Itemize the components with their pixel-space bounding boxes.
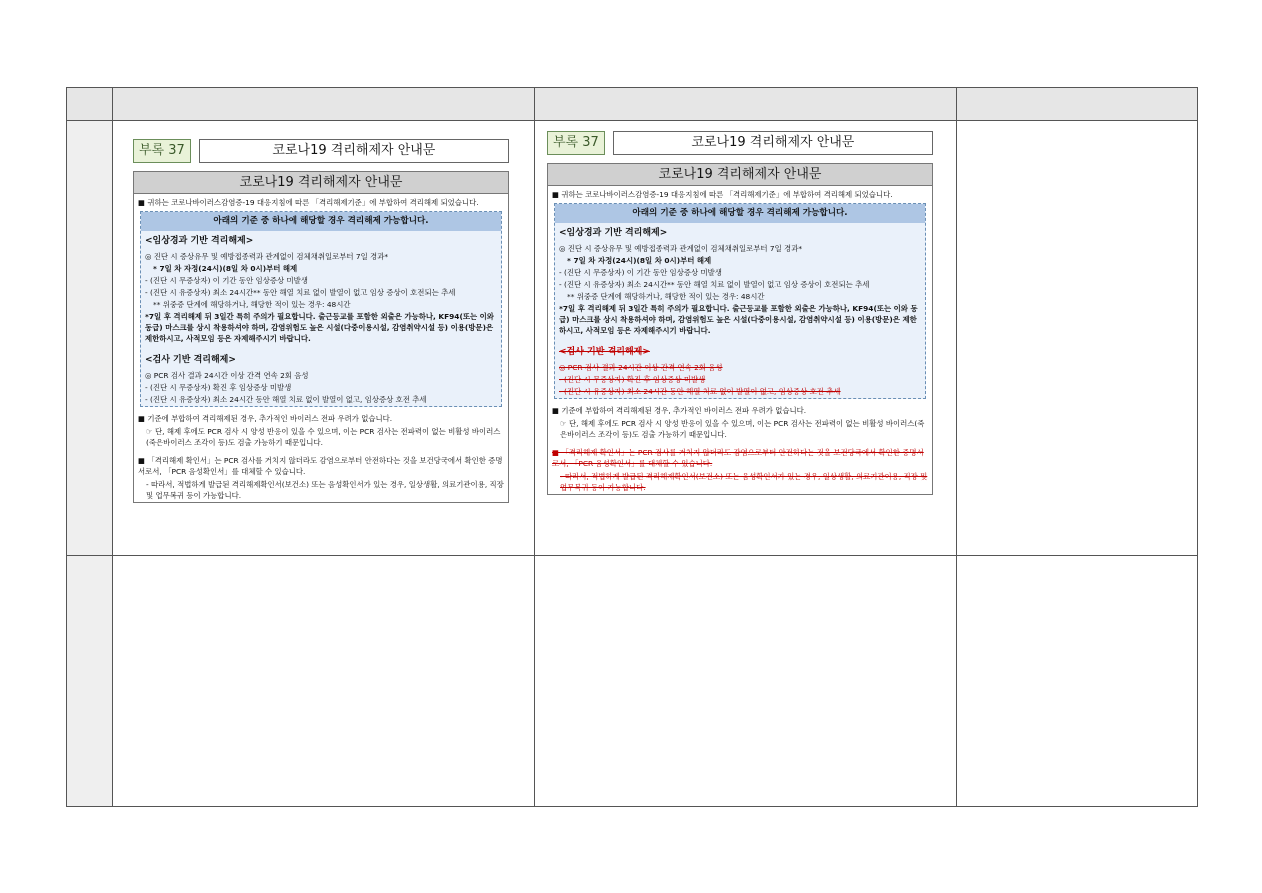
notice-intro: ■ 귀하는 코로나바이러스감염증-19 대응지침에 따른 「격리해제기준」에 부합하여 격리해제 되었습니다. [138, 198, 479, 207]
notice-title: 코로나19 격리해제자 안내문 [134, 172, 508, 195]
clinical-line: ** 위중증 단계에 해당하거나, 해당한 적이 있는 경우: 48시간 [567, 291, 765, 301]
comparison-table [66, 87, 1198, 807]
table-row [67, 556, 1198, 807]
header-cell-index [67, 88, 113, 121]
clinical-line: - (진단 시 무증상자) 이 기간 동안 임상증상 미발생 [559, 267, 722, 277]
table-header-row [67, 88, 1198, 121]
note-2: ■ 「격리해제 확인서」는 PCR 검사를 거치지 않더라도 감염으로부터 안전하다는 것을 보건당국에서 확인한 증명서로서, 「PCR 음성확인서」를 대체할 수 있습니다. [138, 455, 503, 476]
notice-title: 코로나19 격리해제자 안내문 [548, 164, 932, 187]
clinical-line: ◎ 진단 시 증상유무 및 예방접종력과 관계없이 검체채취일로부터 7일 경과* [145, 251, 389, 261]
clinical-line: - (진단 시 유증상자) 최소 24시간** 동안 해열 치료 없이 발열이 없고 임상 증상이 호전되는 추세 [145, 287, 456, 297]
criteria-header: 아래의 기준 중 하나에 해당할 경우 격리해제 가능합니다. [555, 204, 925, 223]
note-cell-empty [957, 556, 1198, 807]
clinical-line: * 7일 차 자정(24시)(8일 차 0시)부터 해제 [153, 263, 298, 273]
clinical-line: - (진단 시 유증상자) 최소 24시간** 동안 해열 치료 없이 발열이 없고 임상 증상이 호전되는 추세 [559, 279, 870, 289]
clinical-bold-note: *7일 후 격리해제 뒤 3일간 특히 주의가 필요합니다. 출근등교를 포함한 외출은 가능하나, KF94(또는 이와 동급) 마스크를 상시 착용하셔야 하며, 감염위험도 높은 시설(다중이용시설, 감염취약시설 등) 이용(방문)은 제한하시고, 사적모임 등은 자제해주시기 바랍니다. [559, 304, 918, 336]
note-1: ■ 기준에 부합하여 격리해제된 경우, 추가적인 바이러스 전파 우려가 없습니다. [552, 406, 807, 416]
doc-title-box: 코로나19 격리해제자 안내문 [199, 139, 509, 163]
after-cell-empty [535, 556, 957, 807]
before-cell-empty [113, 556, 535, 807]
before-document [133, 139, 509, 547]
clinical-line: ** 위중증 단계에 해당하거나, 해당한 적이 있는 경우: 48시간 [153, 299, 351, 309]
clinical-line: * 7일 차 자정(24시)(8일 차 0시)부터 해제 [567, 255, 712, 265]
clinical-line: ◎ 진단 시 증상유무 및 예방접종력과 관계없이 검체채취일로부터 7일 경과* [559, 243, 803, 253]
notice-frame [133, 171, 509, 503]
deleted-test-line: - (진단 시 유증상자) 최소 24시간 동안 해열 치료 없이 발열이 없고, 임상증상 호전 추세 [559, 387, 841, 397]
table-row [67, 121, 1198, 556]
note-cell [957, 121, 1198, 556]
clinical-line: - (진단 시 무증상자) 이 기간 동안 임상증상 미발생 [145, 275, 308, 285]
criteria-box [140, 211, 502, 407]
doc-tag-row [547, 131, 933, 155]
after-document [547, 131, 933, 547]
appendix-tag: 부록 37 [133, 139, 191, 163]
test-line: ◎ PCR 검사 결과 24시간 이상 간격 연속 2회 음성 [145, 370, 309, 380]
before-cell [113, 121, 535, 556]
test-line: - (진단 시 무증상자) 확진 후 임상증상 미발생 [145, 382, 292, 392]
deleted-test-section-title: <검사 기반 격리해제> [559, 347, 650, 358]
deleted-test-line: - (진단 시 무증상자) 확진 후 임상증상 미발생 [559, 374, 706, 384]
doc-tag-row [133, 139, 509, 163]
row-index-cell [67, 556, 113, 807]
test-line: - (진단 시 유증상자) 최소 24시간 동안 해열 치료 없이 발열이 없고, 임상증상 호전 추세 [145, 395, 427, 405]
note-2-sub: - 따라서, 적법하게 발급된 격리해제확인서(보건소) 또는 음성확인서가 있는 경우, 일상생활, 의료기관이용, 직장 및 업무복귀 등이 가능합니다. [146, 479, 504, 500]
appendix-tag: 부록 37 [547, 131, 605, 155]
clinical-section-title: <임상경과 기반 격리해제> [559, 228, 668, 238]
clinical-bold-note: *7일 후 격리해제 뒤 3일간 특히 주의가 필요합니다. 출근등교를 포함한 외출은 가능하나, KF94(또는 이와 동급) 마스크를 상시 착용하셔야 하며, 감염위험도 높은 시설(다중이용시설, 감염취약시설 등) 이용(방문)은 제한하시고, 사적모임 등은 자제해주시기 바랍니다. [145, 312, 494, 344]
notice-frame [547, 163, 933, 495]
header-cell-after [535, 88, 957, 121]
doc-title-box: 코로나19 격리해제자 안내문 [613, 131, 933, 155]
criteria-box [554, 203, 926, 399]
header-cell-before [113, 88, 535, 121]
notice-intro: ■ 귀하는 코로나바이러스감염증-19 대응지침에 따른 「격리해제기준」에 부합하여 격리해제 되었습니다. [552, 190, 893, 199]
row-index-cell [67, 121, 113, 556]
note-1-sub: ☞ 단, 해제 후에도 PCR 검사 시 양성 반응이 있을 수 있으며, 이는 PCR 검사는 전파력이 없는 비활성 바이러스(죽은바이러스 조각이 등)도 검출 가능하기 때문입니다. [146, 427, 501, 448]
clinical-section-title: <임상경과 기반 격리해제> [145, 236, 254, 246]
after-cell [535, 121, 957, 556]
note-1-sub: ☞ 단, 해제 후에도 PCR 검사 시 양성 반응이 있을 수 있으며, 이는 PCR 검사는 전파력이 없는 비활성 바이러스(죽은바이러스 조각이 등)도 검출 가능하기 때문입니다. [560, 419, 925, 440]
criteria-header: 아래의 기준 중 하나에 해당할 경우 격리해제 가능합니다. [141, 212, 501, 231]
deleted-test-line: ◎ PCR 검사 결과 24시간 이상 간격 연속 2회 음성 [559, 362, 723, 372]
test-section-title: <검사 기반 격리해제> [145, 355, 236, 366]
note-1: ■ 기준에 부합하여 격리해제된 경우, 추가적인 바이러스 전파 우려가 없습니다. [138, 414, 393, 424]
header-cell-note [957, 88, 1198, 121]
deleted-note-2: ■ 「격리해제 확인서」는 PCR 검사를 거치지 않더라도 감염으로부터 안전하다는 것을 보건당국에서 확인한 증명서로서, 「PCR 음성확인서」를 대체할 수 있습니다. [552, 447, 924, 468]
deleted-note-2-sub: - 따라서, 적법하게 발급된 격리해제확인서(보건소) 또는 음성확인서가 있는 경우, 일상생활, 의료기관이용, 직장 및 업무복귀 등이 가능합니다. [560, 471, 928, 492]
